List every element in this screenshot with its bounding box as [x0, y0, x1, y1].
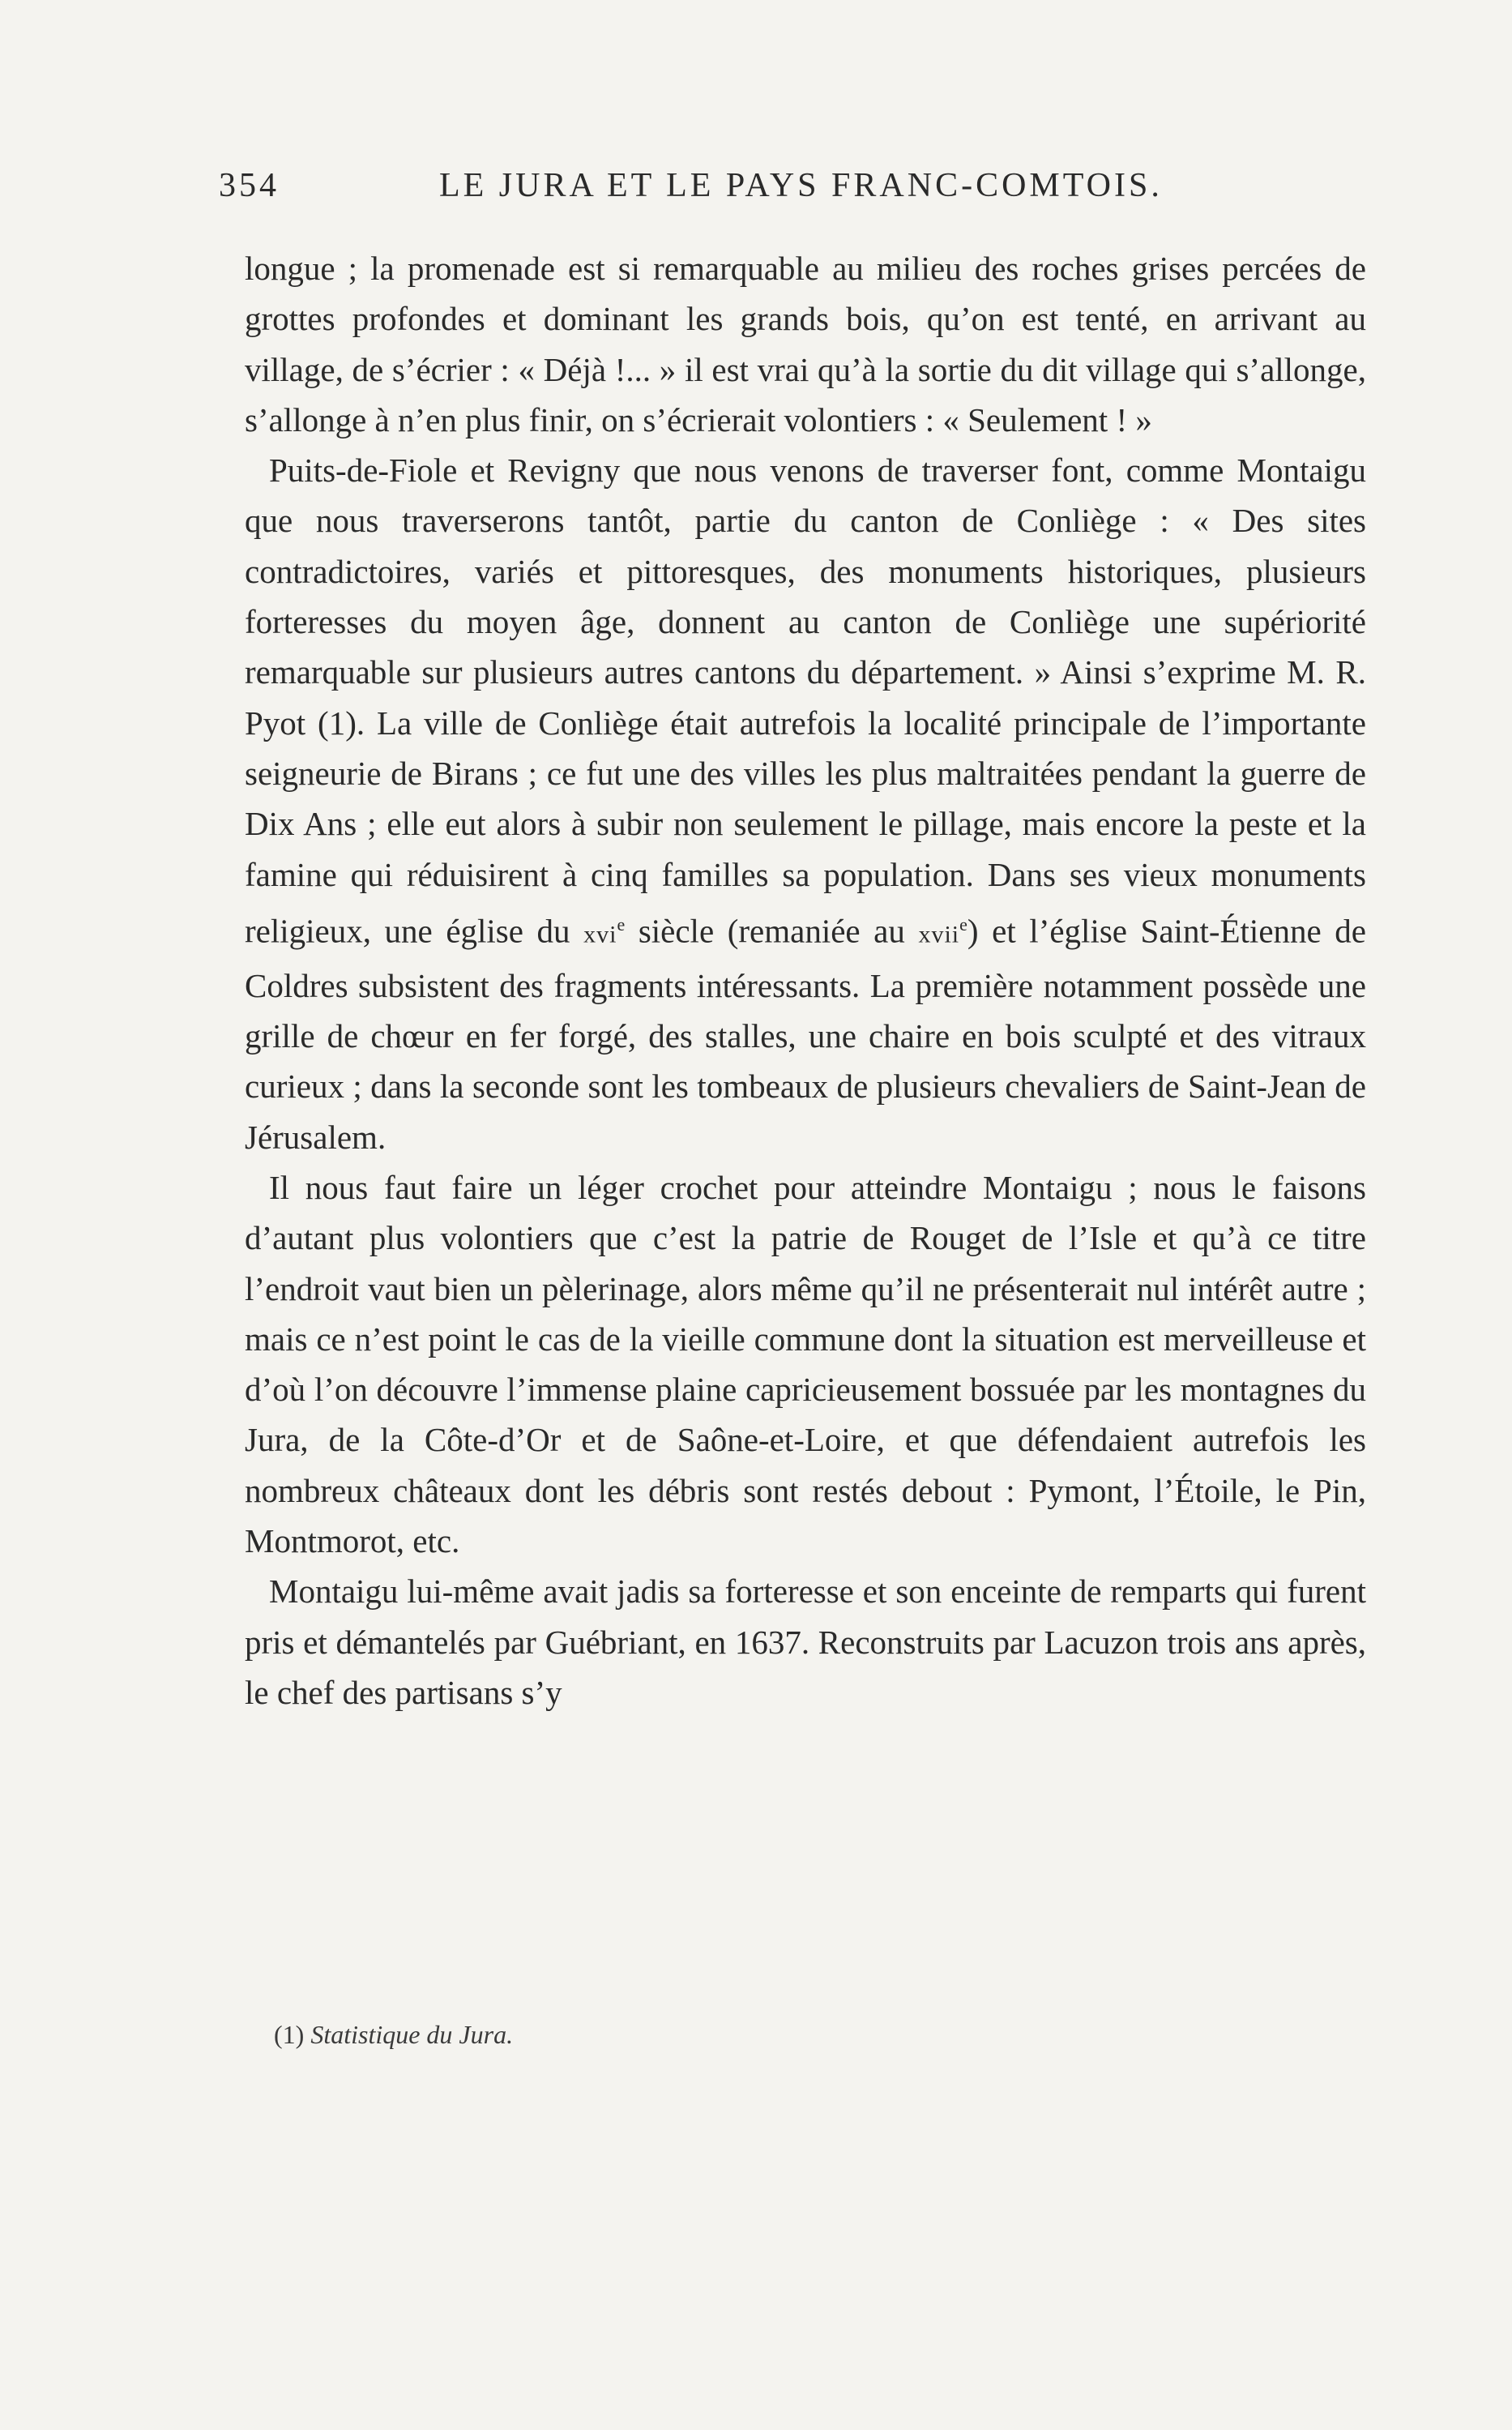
page-header	[219, 166, 1167, 215]
body-text	[245, 243, 1366, 1718]
footnote	[274, 2020, 1084, 2050]
paragraph-4: Montaigu lui-même avait jadis sa forteresse et son enceinte de remparts qui furent pris et démantelés par Guébriant, en 1637. Reconstruits par Lacuzon trois ans après, le chef des partisans s’y	[245, 1572, 1366, 1711]
paragraph-2-part-3: ) et l’église Saint-Étienne de Coldres subsistent des fragments intéressants. La première notamment possède une grille de chœur en fer forgé, des stalles, une chaire en bois sculpté et des vitraux curieux ; dans la seconde sont les tombeaux de plusieurs chevaliers de Saint-Jean de Jérusalem.	[245, 912, 1366, 1156]
footnote-marker: (1)	[274, 2020, 305, 2049]
page-number: 354	[219, 167, 280, 204]
paragraph-3: Il nous faut faire un léger crochet pour atteindre Montaigu ; nous le faisons d’autant plus volontiers que c’est la patrie de Rouget de l’Isle et qu’à ce titre l’endroit vaut bien un pèlerinage, alors même qu’il ne présenterait nul intérêt autre ; mais ce n’est point le cas de la vieille commune dont la situation est merveilleuse et d’où l’on découvre l’immense plaine capricieusement bossuée par les montagnes du Jura, de la Côte-d’Or et de Saône-et-Loire, et que défendaient autrefois les nombreux châteaux dont les débris sont restés debout : Pymont, l’Étoile, le Pin, Montmorot, etc.	[245, 1169, 1366, 1560]
footnote-title: Statistique du Jura.	[310, 2020, 514, 2049]
running-title: LE JURA ET LE PAYS FRANC-COMTOIS.	[439, 167, 1163, 204]
century-xvii: xvii	[918, 921, 960, 948]
paragraph-1: longue ; la promenade est si remarquable au milieu des roches grises percées de grottes profondes et dominant les grands bois, qu’on est tenté, en arrivant au village, de s’écrier : « Déjà !... » il est vrai qu’à la sortie du dit village qui s’allonge, s’allonge à n’en plus finir, on s’écrierait volontiers : « Seulement ! »	[245, 250, 1366, 439]
century-xvii-sup: e	[959, 913, 967, 935]
paragraph-2-part-1: Puits-de-Fiole et Revigny que nous venons de traverser font, comme Montaigu que nous traverserons tantôt, partie du canton de Conliège : « Des sites contradictoires, variés et pittoresques, des monuments historiques, plusieurs forteresses du moyen âge, donnent au canton de Conliège une supériorité remarquable sur plusieurs autres cantons du département. » Ainsi s’exprime M. R. Pyot (1). La ville de Conliège était autrefois la localité principale de l’importante seigneurie de Birans ; ce fut une des villes les plus maltraitées pendant la guerre de Dix Ans ; elle eut alors à subir non seulement le pillage, mais encore la peste et la famine qui réduisirent à cinq familles sa population. Dans ses vieux monuments religieux, une église du	[245, 451, 1366, 950]
paragraph-2	[245, 445, 1366, 1162]
century-xvi: xvi	[583, 921, 617, 948]
paragraph-2-part-2: siècle (remaniée au	[625, 912, 919, 950]
century-xvi-sup: e	[617, 913, 626, 935]
